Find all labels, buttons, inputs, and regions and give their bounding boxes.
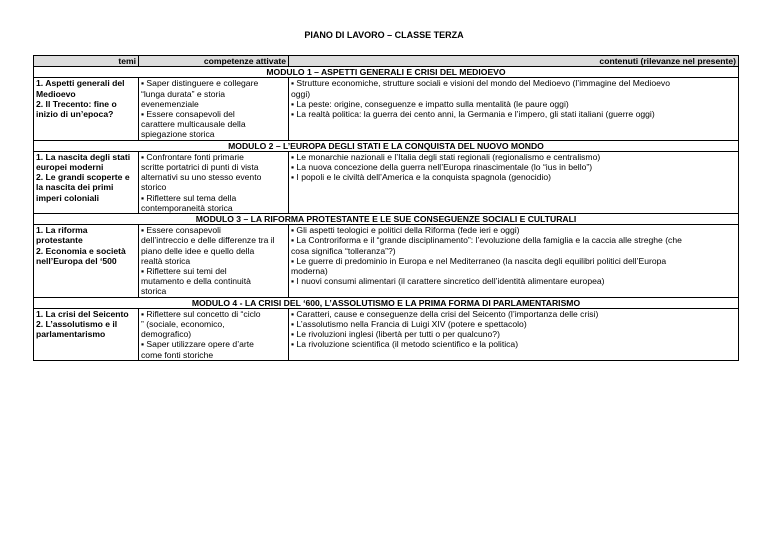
module-title-row bbox=[34, 140, 739, 151]
module-content-row bbox=[34, 308, 739, 360]
text-line: 2. L’assolutismo e il bbox=[36, 319, 118, 330]
text-line: imperi coloniali bbox=[36, 192, 100, 203]
work-plan-table bbox=[33, 55, 739, 361]
module-title-row bbox=[34, 297, 739, 308]
temi-cell bbox=[34, 308, 139, 360]
text-line: 1. La crisi del Seicento bbox=[36, 308, 129, 319]
competenze-cell bbox=[139, 308, 289, 360]
header-contenuti: contenuti (rilevanze nel presente) bbox=[289, 56, 739, 67]
competenze-cell bbox=[139, 225, 289, 297]
temi-cell bbox=[34, 78, 139, 140]
competenze-cell bbox=[139, 151, 289, 213]
text-line: 1. La riforma bbox=[36, 225, 88, 236]
temi-cell bbox=[34, 151, 139, 213]
text-line: cosa significa “tolleranza”?) bbox=[291, 245, 396, 256]
text-line: ▪ Essere consapevoli bbox=[141, 225, 221, 236]
text-line: europei moderni bbox=[36, 162, 104, 173]
text-line: 1. La nascita degli stati bbox=[36, 151, 131, 162]
text-line: ▪ I nuovi consumi alimentari (il carattere sincretico dell’identità alimentare europea) bbox=[291, 276, 605, 287]
text-line: 1. Aspetti generali del bbox=[36, 78, 125, 89]
module-content-row bbox=[34, 78, 739, 140]
text-line: scritte portatrici di punti di vista bbox=[141, 162, 259, 173]
text-line: ▪ La nuova concezione della guerra nell’Europa rinascimentale (lo “ius in bello”) bbox=[291, 162, 593, 173]
module-content-row bbox=[34, 225, 739, 297]
module-title: MODULO 3 – LA RIFORMA PROTESTANTE E LE SUE CONSEGUENZE SOCIALI E CULTURALI bbox=[34, 214, 739, 225]
contenuti-cell bbox=[289, 78, 739, 140]
text-line: come fonti storiche bbox=[141, 349, 214, 360]
text-line: inizio di un’epoca? bbox=[36, 109, 114, 120]
text-line: ▪ Riflettere sul concetto di “ciclo bbox=[141, 308, 261, 319]
module-title: MODULO 4 - LA CRISI DEL ‘600, L’ASSOLUTISMO E LA PRIMA FORMA DI PARLAMENTARISMO bbox=[34, 297, 739, 308]
module-title: MODULO 1 – ASPETTI GENERALI E CRISI DEL MEDIOEVO bbox=[34, 67, 739, 78]
text-line: ▪ L’assolutismo nella Francia di Luigi XIV (potere e spettacolo) bbox=[291, 319, 527, 330]
competenze-cell bbox=[139, 78, 289, 140]
text-line: storico bbox=[141, 182, 167, 193]
text-line: piano delle idee e quello della bbox=[141, 245, 255, 256]
text-line: storica bbox=[141, 286, 167, 297]
text-line: ▪ Confrontare fonti primarie bbox=[141, 151, 244, 162]
text-line: ▪ La rivoluzione scientifica (il metodo scientifico e la politica) bbox=[291, 339, 519, 350]
text-line: ▪ Le monarchie nazionali e l’Italia degli stati regionali (regionalismo e centralismo) bbox=[291, 151, 601, 162]
text-line: ▪ Le guerre di predominio in Europa e nel Mediterraneo (la nascita degli equilibri politici dell’Europa bbox=[291, 255, 667, 266]
module-content-row bbox=[34, 151, 739, 213]
text-line: ▪ Essere consapevoli del bbox=[141, 109, 235, 120]
contenuti-cell bbox=[289, 225, 739, 297]
header-competenze: competenze attivate bbox=[139, 56, 289, 67]
text-line: ▪ Saper utilizzare opere d’arte bbox=[141, 339, 254, 350]
text-line: ” (sociale, economico, bbox=[141, 319, 225, 330]
text-line: 2. Economia e società bbox=[36, 245, 126, 256]
contenuti-cell bbox=[289, 308, 739, 360]
text-line: ▪ I popoli e le civiltà dell’America e la conquista spagnola (genocidio) bbox=[291, 172, 552, 183]
text-line: spiegazione storica bbox=[141, 129, 215, 140]
module-title-row bbox=[34, 67, 739, 78]
text-line: Medioevo bbox=[36, 88, 76, 99]
header-row bbox=[34, 56, 739, 67]
text-line: contemporaneità storica bbox=[141, 202, 233, 213]
table-body bbox=[34, 67, 739, 361]
text-line: ▪ Strutture economiche, strutture sociali e visioni del mondo del Medioevo (l’immagine del Medioevo bbox=[291, 78, 670, 89]
module-title: MODULO 2 – L’EUROPA DEGLI STATI E LA CONQUISTA DEL NUOVO MONDO bbox=[34, 140, 739, 151]
header-temi: temi bbox=[34, 56, 139, 67]
text-line: mutamento e della continuità bbox=[141, 276, 251, 287]
text-line: ▪ La realtà politica: la guerra dei cento anni, la Germania e l’impero, gli stati italiani (guerre oggi) bbox=[291, 109, 655, 120]
text-line: demografico) bbox=[141, 329, 192, 340]
text-line: realtà storica bbox=[141, 255, 191, 266]
text-line: evenemenziale bbox=[141, 98, 199, 109]
text-line: ▪ Gli aspetti teologici e politici della Riforma (fede ieri e oggi) bbox=[291, 225, 520, 236]
text-line: parlamentarismo bbox=[36, 329, 106, 340]
text-line: dell’intreccio e delle differenze tra il bbox=[141, 235, 275, 246]
text-line: ▪ Caratteri, cause e conseguenze della crisi del Seicento (l’importanza delle crisi) bbox=[291, 308, 599, 319]
temi-cell bbox=[34, 225, 139, 297]
text-line: la nascita dei primi bbox=[36, 182, 114, 193]
document-title: PIANO DI LAVORO – CLASSE TERZA bbox=[304, 30, 464, 40]
text-line: 2. Le grandi scoperte e bbox=[36, 172, 130, 183]
text-line: 2. Il Trecento: fine o bbox=[36, 98, 117, 109]
text-line: ▪ Riflettere sui temi del bbox=[141, 266, 227, 277]
text-line: ▪ Saper distinguere e collegare bbox=[141, 78, 259, 89]
text-line: ▪ La peste: origine, conseguenze e impatto sulla mentalità (le paure oggi) bbox=[291, 98, 569, 109]
text-line: ▪ Riflettere sul tema della bbox=[141, 192, 237, 203]
text-line: nell’Europa del ‘500 bbox=[36, 255, 117, 266]
text-line: ▪ La Controriforma e il “grande disciplinamento”: l’evoluzione della famiglia e la caccia alle streghe (che bbox=[291, 235, 682, 246]
text-line: alternativi su uno stesso evento bbox=[141, 172, 262, 183]
module-title-row bbox=[34, 214, 739, 225]
contenuti-cell bbox=[289, 151, 739, 213]
text-line: “lunga durata” e storia bbox=[141, 88, 226, 99]
text-line: moderna) bbox=[291, 266, 328, 277]
text-line: protestante bbox=[36, 235, 83, 246]
text-line: carattere multicausale della bbox=[141, 119, 246, 130]
text-line: oggi) bbox=[291, 88, 311, 99]
text-line: ▪ Le rivoluzioni inglesi (libertà per tutti o per qualcuno?) bbox=[291, 329, 500, 340]
